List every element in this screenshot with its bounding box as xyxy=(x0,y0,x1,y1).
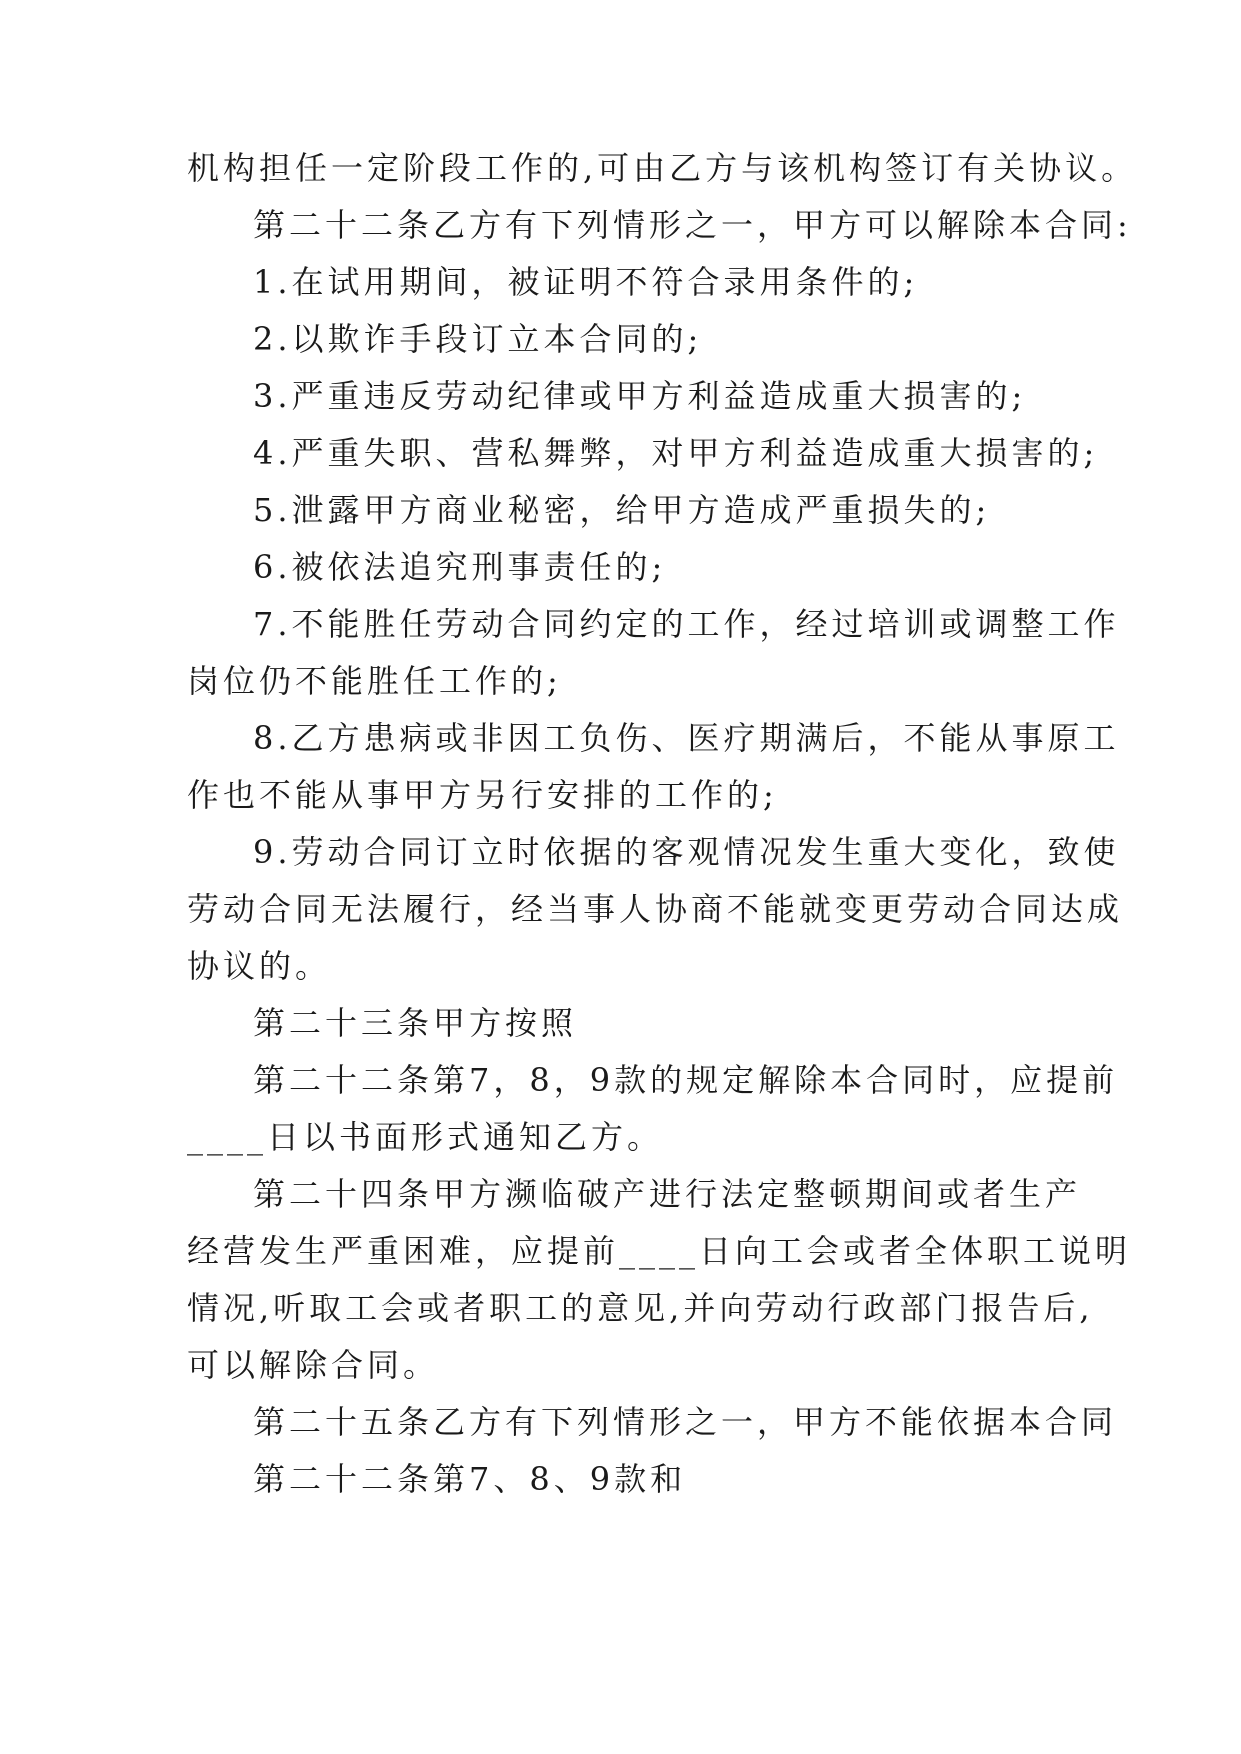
text-line: ____日以书面形式通知乙方。 xyxy=(187,1118,664,1156)
text-line: 第二十四条甲方濒临破产进行法定整顿期间或者生产 xyxy=(253,1175,1082,1213)
text-line: 可以解除合同。 xyxy=(187,1346,440,1384)
text-line: 协议的。 xyxy=(187,947,332,985)
text-line: 经营发生严重困难，应提前____日向工会或者全体职工说明 xyxy=(187,1232,1132,1270)
text-line: 第二十五条乙方有下列情形之一，甲方不能依据本合同 xyxy=(253,1403,1118,1441)
text-line: 第二十三条甲方按照 xyxy=(253,1004,578,1042)
text-line: 1.在试用期间，被证明不符合录用条件的; xyxy=(253,263,919,301)
text-line: 第二十二条第7、8、9款和 xyxy=(253,1460,687,1498)
text-line: 7.不能胜任劳动合同约定的工作，经过培训或调整工作 xyxy=(253,605,1120,643)
text-line: 5.泄露甲方商业秘密，给甲方造成严重损失的; xyxy=(253,491,991,529)
text-line: 第二十二条第7，8，9款的规定解除本合同时，应提前 xyxy=(253,1061,1119,1099)
text-line: 2.以欺诈手段订立本合同的; xyxy=(253,320,703,358)
text-line: 作也不能从事甲方另行安排的工作的; xyxy=(187,776,778,814)
text-line: 第二十二条乙方有下列情形之一，甲方可以解除本合同: xyxy=(253,206,1132,244)
text-line: 岗位仍不能胜任工作的; xyxy=(187,662,562,700)
text-line: 机构担任一定阶段工作的,可由乙方与该机构签订有关协议。 xyxy=(187,149,1138,187)
text-line: 4.严重失职、营私舞弊，对甲方利益造成重大损害的; xyxy=(253,434,1099,472)
text-line: 劳动合同无法履行，经当事人协商不能就变更劳动合同达成 xyxy=(187,890,1124,928)
text-line: 情况,听取工会或者职工的意见,并向劳动行政部门报告后, xyxy=(187,1289,1094,1327)
text-line: 9.劳动合同订立时依据的客观情况发生重大变化，致使 xyxy=(253,833,1120,871)
text-line: 6.被依法追究刑事责任的; xyxy=(253,548,667,586)
text-line: 8.乙方患病或非因工负伤、医疗期满后，不能从事原工 xyxy=(253,719,1120,757)
text-line: 3.严重违反劳动纪律或甲方利益造成重大损害的; xyxy=(253,377,1027,415)
